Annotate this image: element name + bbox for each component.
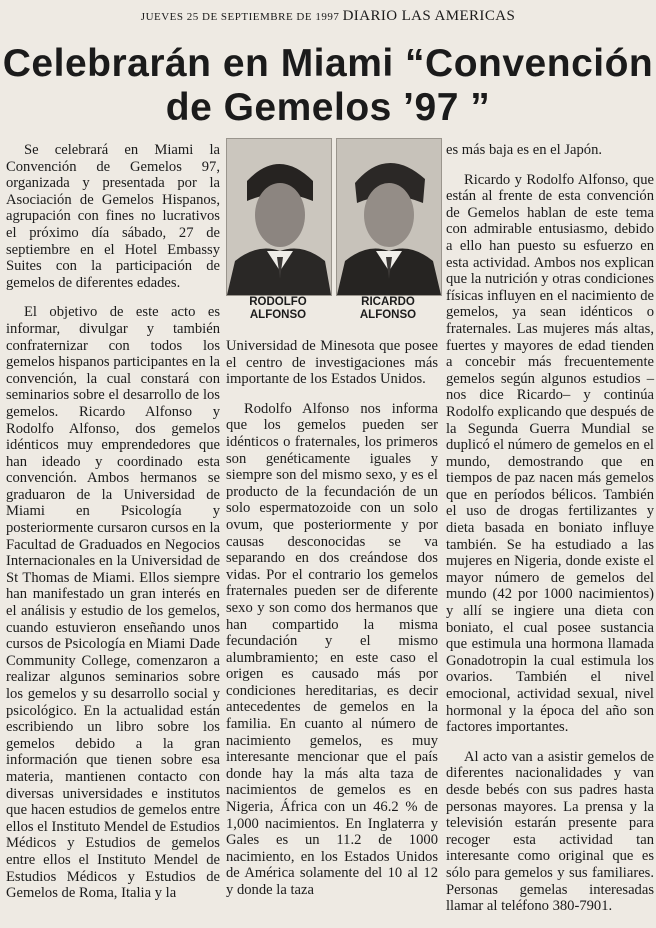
caption-line: RICARDO — [361, 296, 415, 308]
paragraph: Al acto van a asistir gemelos de diferentes nacionalidades y van desde bebés con sus padres hasta personas mayores. La prensa y la televisión estarán presente para recoger esta actividad tan interesante como original que es sólo para gemelos y sus familiares. Personas gemelas interesadas llamar al teléfono 380-7901. — [446, 748, 654, 915]
paragraph: Se celebrará en Miami la Convención de Gemelos 97, organizada y presentada por la Asociación de Gemelos Hispanos, agrupación con fines no lucrativos el próximo día sábado, 27 de septiembre en el Hotel Embassy Suites con la participación de gemelos de diferentes edades. — [6, 142, 220, 291]
caption-line: RODOLFO — [249, 296, 307, 308]
portrait-photo-rodolfo — [226, 138, 332, 296]
paragraph: Rodolfo Alfonso nos informa que los gemelos pueden ser idénticos o fraternales, los primeros son genéticamente iguales y siempre son del mismo sexo, y es el producto de la fecundación de un solo espermatozoide con un solo ovum, que posteriormente y por causas desconocidas se va separando en dos creándose dos vidas. Por el contrario los gemelos fraternales pueden ser de diferente sexo y son como dos hermanos que han compartido la misma fecundación y el mismo alumbramiento; en este caso el origen es causado más por condiciones hereditarias, es decir antecedentes de gemelos en la familia. En cuanto al número de nacimiento gemelos, es muy interesante mencionar que el país donde hay la más alta taza de nacimientos de gemelos es en Nigeria, África con un 46.2 % de 1,000 nacimientos. En Inglaterra y Gales es un 11.2 de 1000 nacimiento, en los Estados Unidos de América solamente del 10 al 12 y donde la taza — [226, 400, 438, 898]
article-column-2 — [226, 338, 438, 912]
paragraph: es más baja es en el Japón. — [446, 142, 603, 158]
portrait-photo-ricardo — [336, 138, 442, 296]
caption-line: ALFONSO — [359, 309, 417, 321]
dateline: JUEVES 25 DE SEPTIEMBRE DE 1997 — [140, 11, 340, 23]
paragraph: Ricardo y Rodolfo Alfonso, que están al frente de esta convención de Gemelos hablan de este tema con admirable entusiasmo, debido a ello han puesto su esfuerzo en esta actividad. Ambos nos explican que la nutrición y otras condiciones físicas influyen en el nacimiento de gemelos, ya sean idénticos o fraternales. Las mujeres más altas, fuertes y mayores de edad tienden a concebir más frecuentemente gemelos según algunos estudios –nos dice Ricardo– y continúa Rodolfo explicando que después de la Segunda Guerra Mundial se duplicó el número de gemelos en el mundo, demostrando que en tiempos de paz nacen más gemelos que en períodos bélicos. También el uso de drogas fertilizantes y dieta basada en boniato influye también. Se ha estudiado a las mujeres en Nigeria, donde existe el mayor número de gemelos del mundo (42 por 1000 nacimientos) y allí se ingiere una dieta con boniato, el cual posee sustancia que estimula una hormona llamada Gonadotropin la cual estimula los ovarios. También el nivel emocional, actividad sexual, nivel hormonal y la época del año son factores importantes. — [446, 171, 654, 736]
newspaper-header — [0, 8, 656, 25]
headline-line-1: Celebrarán en Miami “Convención — [2, 42, 654, 85]
photo-caption-rodolfo — [226, 296, 330, 322]
headline-line-2: de Gemelos ’97 ” — [165, 86, 491, 129]
newspaper-name: DIARIO LAS AMERICAS — [342, 8, 516, 24]
portrait-photo-icon — [227, 139, 331, 295]
portrait-photo-icon — [337, 139, 441, 295]
headline — [0, 42, 656, 130]
caption-line: ALFONSO — [249, 309, 307, 321]
paragraph: El objetivo de este acto es informar, divulgar y también confraternizar con todos los gemelos hispanos participantes en la convención, la cual constará con seminarios sobre el desarrollo de los gemelos. Ricardo Alfonso y Rodolfo Alfonso, dos gemelos idénticos muy emprendedores que han ideado y coordinado esta convención. Ambos hermanos se graduaron de la Universidad de Miami en Psicología y posteriormente cursaron cursos en la Facultad de Graduados en Negocios Internacionales en la Universidad de St Thomas de Miami. Ellos siempre han manifestado un gran interés en el análisis y estudio de los gemelos, cuando estuvieron enseñando unos cursos de Psicología en Miami Dade Community College, comenzaron a realizar algunos seminarios sobre los gemelos y su desarrollo social y psicológico. En la actualidad están escribiendo un libro sobre los gemelos debido a la gran información que tienen sobre esa materia, mantienen contacto con diversas universidades e institutos que hacen estudios de gemelos entre ellos el Instituto Mendel de Estudios Médicos y Estudios de gemelos entre ellos el Instituto Mendel de Estudios Médicos y Estudios de Gemelos de Roma, Italia y la — [6, 304, 220, 902]
photo-caption-ricardo — [336, 296, 440, 322]
paragraph: Universidad de Minesota que posee el centro de investigaciones más importante de los Estados Unidos. — [226, 338, 438, 388]
article-column-3 — [446, 142, 654, 928]
article-column-1 — [6, 142, 220, 915]
